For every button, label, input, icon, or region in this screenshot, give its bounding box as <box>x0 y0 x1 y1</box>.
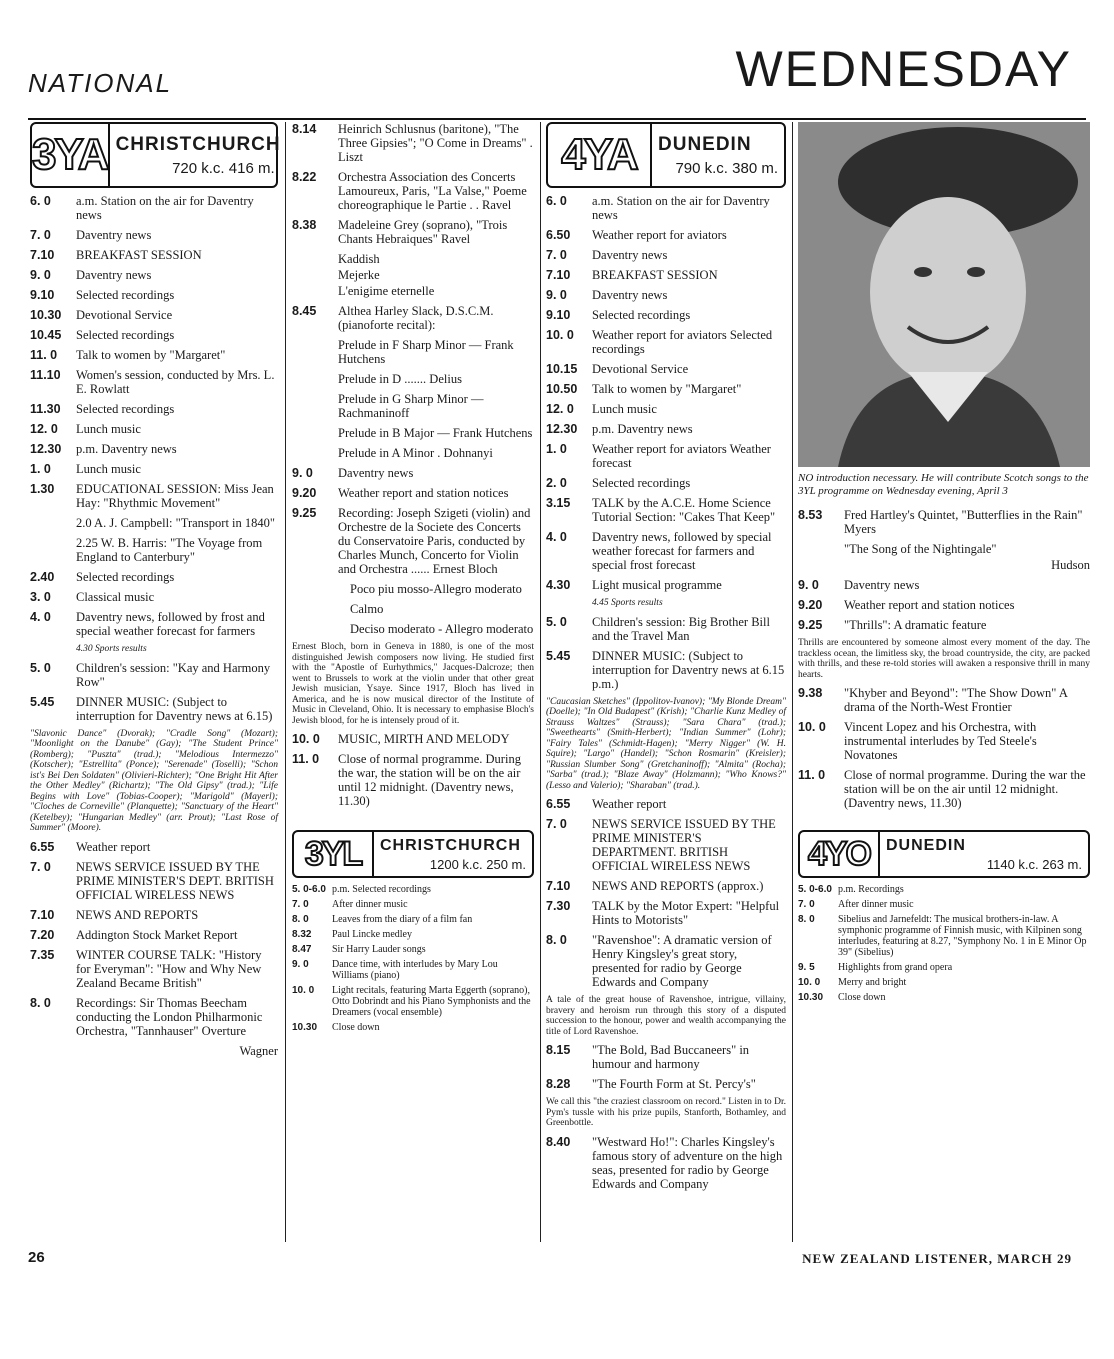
item-time: 9. 0 <box>292 466 313 480</box>
song-title: "The Song of the Nightingale" <box>844 542 997 556</box>
programme-item <box>30 462 278 476</box>
programme-item <box>546 194 786 222</box>
item-desc: Weather report for aviators Weather forecast <box>592 442 771 470</box>
percy-note: We call this "the craziest classroom on record." Listen in to Dr. Pym's tussle with his prize pupils, Stanforth, Bothamley, and Greenbottle. <box>546 1097 786 1128</box>
item-time: 11. 0 <box>292 752 320 766</box>
item-time: 7.30 <box>546 899 571 913</box>
programme-item <box>30 590 278 604</box>
programme-item <box>292 985 534 1018</box>
programme-item <box>546 530 786 572</box>
programme-item <box>30 661 278 689</box>
programme-item <box>292 304 534 332</box>
item-time: 12.30 <box>546 422 578 436</box>
item-time: 9.10 <box>30 288 55 302</box>
movement: Calmo <box>350 602 384 616</box>
item-time: 10.15 <box>546 362 578 376</box>
item-time: 10.45 <box>30 328 62 342</box>
item-desc: Weather report and station notices <box>844 598 1015 612</box>
item-desc: Selected recordings <box>76 402 175 416</box>
item-time: 7. 0 <box>798 899 815 910</box>
ravenshoe-note: A tale of the great house of Ravenshoe, intrigue, villainy, bravery and heroism run through this story of a disputed succession to the honour, power and wealth accompanying the title of Lord Ravenshoe. <box>546 995 786 1037</box>
column-divider <box>285 122 286 1242</box>
prelude: Prelude in F Sharp Minor — Frank Hutchens <box>338 338 514 366</box>
item-time: 8.15 <box>546 1043 571 1057</box>
item-desc: NEWS SERVICE ISSUED BY THE PRIME MINISTER'S DEPT. BRITISH OFFICIAL WIRELESS NEWS <box>76 859 274 902</box>
item-time: 9.25 <box>798 618 823 632</box>
item-desc: Daventry news, followed by special weather forecast for farmers and special frost forecast <box>592 530 772 572</box>
item-time: 12.30 <box>30 442 62 456</box>
programme-item <box>30 328 278 342</box>
station-logo-4ya <box>546 122 786 188</box>
item-desc: Sibelius and Jarnefeldt: The musical brothers-in-law. A symphonic programme of Finnish music, with Kilpinen song interludes, featuring at 8.27, "Symphony No. 1 in E Minor Op 39" (Sibelius) <box>838 914 1087 958</box>
programme-item <box>30 268 278 282</box>
item-time: 8.38 <box>292 218 317 232</box>
station-city: DUNEDIN <box>886 836 966 854</box>
item-desc: Althea Harley Slack, D.S.C.M. (pianoforte recital): <box>338 304 494 332</box>
item-time: 8.32 <box>292 929 312 940</box>
item-desc: After dinner music <box>332 899 408 910</box>
item-time: 10. 0 <box>798 720 826 734</box>
programme-item <box>546 578 786 592</box>
item-desc: Daventry news <box>338 466 414 480</box>
item-desc: Lunch music <box>592 402 657 416</box>
programme-item <box>546 899 786 927</box>
item-time: 5. 0 <box>546 614 567 629</box>
column-4ya <box>546 122 786 1197</box>
programme-item <box>292 1022 534 1033</box>
top-rule <box>28 118 1086 120</box>
item-time: 8. 0 <box>546 933 567 947</box>
bloch-note: Ernest Bloch, born in Geneva in 1880, is one of the most distinguished Jewish composers now living. He studied first with the "Apostle of Eurhythmics," Jacques-Dalcroze; then went to Brussels to work at the violin under that other great Jewish musician, Ysaye. Since 1917, Bloch has lived in America, and he is now musical director of the Institute of Music in Cleveland, Ohio. It is necessary to emphasise Bloch's Jewish blood, for he is intensely proud of it. <box>292 642 534 726</box>
programme-item <box>292 884 534 895</box>
item-desc: p.m. Daventry news <box>592 422 693 436</box>
item-desc: Children's session: "Kay and Harmony Row" <box>76 660 271 689</box>
programme-item <box>292 466 534 480</box>
station-city: CHRISTCHURCH <box>115 133 281 155</box>
item-time: 3.15 <box>546 496 571 510</box>
programme-item <box>546 442 786 470</box>
programme-item <box>546 288 786 302</box>
prelude: Prelude in G Sharp Minor — Rachmaninoff <box>338 392 484 420</box>
item-desc: Lunch music <box>76 422 141 436</box>
item-desc: Close down <box>332 1022 380 1033</box>
item-time: 7. 0 <box>30 859 51 874</box>
prelude: Prelude in B Major — Frank Hutchens <box>338 426 533 440</box>
programme-item <box>546 797 786 811</box>
programme-item <box>30 442 278 456</box>
programme-item <box>798 884 1090 895</box>
column-divider <box>540 122 541 1242</box>
item-desc: "The Bold, Bad Buccaneers" in humour and harmony <box>592 1043 750 1071</box>
programme-item <box>798 686 1090 714</box>
item-desc: Talk to women by "Margaret" <box>592 382 742 396</box>
item-desc: WINTER COURSE TALK: "History for Everyman": "How and Why New Zealand Became British" <box>76 947 262 990</box>
programme-item <box>30 248 278 262</box>
publication-footer: NEW ZEALAND LISTENER, MARCH 29 <box>802 1251 1072 1266</box>
programme-item <box>292 959 534 981</box>
item-desc: Selected recordings <box>76 570 175 584</box>
programme-item <box>30 228 278 242</box>
item-desc: Sir Harry Lauder songs <box>332 944 426 955</box>
programme-item <box>546 476 786 490</box>
item-desc: TALK by the A.C.E. Home Science Tutorial Section: "Cakes That Keep" <box>592 496 776 524</box>
item-time: 9. 0 <box>798 578 819 592</box>
item-time: 8.28 <box>546 1077 571 1091</box>
item-desc: Selected recordings <box>76 328 175 342</box>
station-call: 4YA <box>548 124 652 186</box>
item-desc: p.m. Selected recordings <box>332 884 431 895</box>
programme-item <box>292 899 534 910</box>
item-desc: Daventry news <box>844 578 920 592</box>
programme-item <box>30 368 278 396</box>
programme-item <box>546 649 786 691</box>
item-desc: Fred Hartley's Quintet, "Butterflies in the Rain" Myers <box>844 508 1083 536</box>
item-time: 7.10 <box>546 268 571 282</box>
programme-item <box>546 308 786 322</box>
item-time: 10. 0 <box>292 985 315 996</box>
item-desc: After dinner music <box>838 899 914 910</box>
item-time: 10.30 <box>798 992 824 1003</box>
song: Mejerke <box>338 268 380 282</box>
item-desc: Light musical programme <box>592 578 722 592</box>
programme-item <box>798 578 1090 592</box>
item-desc: Paul Lincke medley <box>332 929 412 940</box>
programme-item <box>30 348 278 362</box>
item-time: 9.38 <box>798 686 823 700</box>
station-call: 4YO <box>800 832 880 876</box>
item-desc: a.m. Station on the air for Daventry news <box>76 194 254 222</box>
item-time: 10.30 <box>292 1022 318 1033</box>
item-time: 10.30 <box>30 308 62 322</box>
programme-item <box>30 402 278 416</box>
item-time: 11.10 <box>30 368 61 382</box>
prelude: Prelude in A Minor . Dohnanyi <box>338 446 493 460</box>
item-desc: Dance time, with interludes by Mary Lou Williams (piano) <box>332 959 498 981</box>
item-time: 1.30 <box>30 482 55 496</box>
programme-item <box>30 840 278 854</box>
programme-item <box>798 598 1090 612</box>
edu-sub: 2.25 W. B. Harris: "The Voyage from England to Canterbury" <box>76 536 263 564</box>
item-time: 5. 0 <box>30 660 51 675</box>
item-time: 7. 0 <box>292 899 309 910</box>
item-time: 8.22 <box>292 170 317 184</box>
item-desc: Weather report and station notices <box>338 486 509 500</box>
dinner-music-note: "Slavonic Dance" (Dvorak); "Cradle Song" (Mozart); "Moonlight on the Danube" (Gay); "The Student Prince" (Romberg); "Puszta" (trad.); "Melodious Intermezzo" (Kotscher); "Estrellita" (Ponce); "Serenade" (Toselli); "Schon ist's Bei Den Soldaten" (Olivieri-Richter); "One Bright Hit After the Other Medley" (Richartz); "The Old Gipsy" (trad.); "Life Begins with Love" (Tobias-Cooper); "Marigold" (Mayerl); "Cloches de Corneville" (Planquette); "Sanctuary of the Heart" (Ketelbey); "Hungarian Medley" (arr. Prout); "Last Rose of Summer" (Moore). <box>30 728 278 833</box>
item-desc: Weather report for aviators Selected recordings <box>592 328 773 356</box>
programme-item <box>546 817 786 873</box>
programme-item <box>798 899 1090 910</box>
station-freq: 720 k.c. 416 m. <box>172 159 275 177</box>
item-time: 5. 0-6.0 <box>798 884 832 895</box>
item-time: 8.14 <box>292 122 317 136</box>
item-time: 8.45 <box>292 304 317 318</box>
item-desc: "Ravenshoe": A dramatic version of Henry Kingsley's great story, presented for radio by George Edwards and Company <box>592 933 772 989</box>
programme-item <box>546 248 786 262</box>
edu-sub: 2.0 A. J. Campbell: "Transport in 1840" <box>76 516 275 530</box>
programme-item <box>546 362 786 376</box>
programme-item <box>30 860 278 902</box>
item-time: 4.30 <box>546 578 571 592</box>
item-time: 9.10 <box>546 308 571 322</box>
item-time: 10. 0 <box>292 732 320 746</box>
programme-item <box>546 933 786 989</box>
programme-item <box>546 879 786 893</box>
column-4ya-cont <box>798 122 1090 1007</box>
programme-item <box>30 422 278 436</box>
item-desc: EDUCATIONAL SESSION: Miss Jean Hay: "Rhythmic Movement" <box>76 482 274 510</box>
item-desc: NEWS AND REPORTS (approx.) <box>592 879 764 893</box>
programme-item <box>30 948 278 990</box>
station-logo-4yo <box>798 830 1090 878</box>
programme-item <box>30 908 278 922</box>
item-desc: Selected recordings <box>592 476 691 490</box>
header-national: NATIONAL <box>28 68 173 98</box>
station-call: 3YL <box>294 832 374 876</box>
item-time: 11.30 <box>30 402 61 416</box>
item-desc: Light recitals, featuring Marta Eggerth (soprano), Otto Dobrindt and his Piano Symphonists and the Dreamers (vocal ensemble) <box>332 985 531 1018</box>
item-time: 9.20 <box>292 486 317 500</box>
programme-item <box>798 768 1090 810</box>
item-time: 6.55 <box>30 839 55 854</box>
item-desc: MUSIC, MIRTH AND MELODY <box>338 732 510 746</box>
item-desc: Daventry news <box>76 228 152 242</box>
item-desc: Classical music <box>76 590 155 604</box>
item-time: 10. 0 <box>546 328 574 342</box>
item-desc: "The Fourth Form at St. Percy's" <box>592 1077 756 1091</box>
item-desc: Recording: Joseph Szigeti (violin) and Orchestre de la Societe des Concerts du Conservatoire Paris, conducted by Charles Munch, Concerto for Violin and Orchestra ...... Ernest Bloch <box>338 506 531 576</box>
station-freq: 1140 k.c. 263 m. <box>986 856 1082 872</box>
item-desc: Devotional Service <box>76 308 173 322</box>
item-time: 8.47 <box>292 944 312 955</box>
page-number: 26 <box>28 1249 45 1266</box>
item-desc: BREAKFAST SESSION <box>76 248 202 262</box>
item-desc: Daventry news <box>592 248 668 262</box>
item-desc: Merry and bright <box>838 977 907 988</box>
item-time: 12. 0 <box>546 402 574 416</box>
thrills-note: Thrills are encountered by someone almost every moment of the day. The trackless ocean, the limitless sky, the broad countryside, the city, are packed with thrills, and these re-told stories will awaken a responsive thrill in many hearts. <box>798 638 1090 680</box>
item-desc: Weather report <box>76 839 151 854</box>
movement: Deciso moderato - Allegro moderato <box>350 622 534 636</box>
item-time: 10.50 <box>546 382 578 396</box>
station-call: 3YA <box>32 124 110 186</box>
item-time: 7.10 <box>30 907 55 922</box>
item-desc: DINNER MUSIC: (Subject to interruption for Daventry news at 6.15) <box>76 694 273 723</box>
programme-item <box>292 486 534 500</box>
programme-item <box>292 122 534 164</box>
programme-item <box>30 194 278 222</box>
item-desc: Highlights from grand opera <box>838 962 953 973</box>
item-desc: NEWS SERVICE ISSUED BY THE PRIME MINISTER'S DEPARTMENT. BRITISH OFFICIAL WIRELESS NEWS <box>592 817 776 873</box>
item-desc: Weather report <box>592 797 667 811</box>
item-time: 8.40 <box>546 1134 571 1149</box>
item-desc: Leaves from the diary of a film fan <box>332 914 473 925</box>
item-time: 11. 0 <box>798 768 826 782</box>
item-time: 5. 0-6.0 <box>292 884 326 895</box>
item-desc: Talk to women by "Margaret" <box>76 348 226 362</box>
item-time: 1. 0 <box>546 442 567 456</box>
prelude: Prelude in D ....... Delius <box>338 372 462 386</box>
programme-item <box>546 268 786 282</box>
item-time: 8. 0 <box>798 914 815 925</box>
item-desc: NEWS AND REPORTS <box>76 907 199 922</box>
item-desc: Devotional Service <box>592 362 689 376</box>
item-desc: Close down <box>838 992 886 1003</box>
programme-item <box>30 288 278 302</box>
photo-caption: NO introduction necessary. He will contribute Scotch songs to the 3YL programme on Wednesday evening, April 3 <box>798 472 1089 497</box>
programme-item <box>30 570 278 584</box>
column-3ya <box>30 122 281 1064</box>
programme-item <box>292 506 534 576</box>
programme-item <box>292 752 534 808</box>
programme-item <box>292 914 534 925</box>
item-time: 12. 0 <box>30 422 58 436</box>
item-time: 9. 5 <box>798 962 815 973</box>
programme-item <box>798 977 1090 988</box>
programme-item <box>546 496 786 524</box>
item-desc: Weather report for aviators <box>592 228 727 242</box>
item-time: 6. 0 <box>546 194 567 208</box>
item-desc: BREAKFAST SESSION <box>592 268 718 282</box>
programme-item <box>30 996 278 1038</box>
column-3ya-evening <box>292 122 534 1037</box>
item-time: 9. 0 <box>30 268 51 282</box>
programme-item <box>30 610 278 638</box>
programme-item <box>546 615 786 643</box>
item-desc: Selected recordings <box>76 288 175 302</box>
item-time: 11. 0 <box>30 348 58 362</box>
item-desc: p.m. Daventry news <box>76 442 177 456</box>
item-desc: "Westward Ho!": Charles Kingsley's famous story of adventure on the high seas, presented for radio by George Edwards and Company <box>592 1134 783 1191</box>
programme-item <box>292 929 534 940</box>
item-desc: TALK by the Motor Expert: "Helpful Hints to Motorists" <box>592 899 780 927</box>
item-desc: Heinrich Schlusnus (baritone), "The Three Gipsies"; "O Come in Dreams" . Liszt <box>338 122 533 164</box>
item-time: 6.50 <box>546 228 571 242</box>
item-time: 8.53 <box>798 508 823 522</box>
composer: Wagner <box>239 1043 278 1058</box>
item-desc: Selected recordings <box>592 308 691 322</box>
programme-item <box>30 695 278 723</box>
item-desc: Daventry news, followed by frost and special weather forecast for farmers <box>76 610 265 638</box>
item-time: 7.20 <box>30 927 55 942</box>
item-desc: Women's session, conducted by Mrs. L. E. Rowlatt <box>76 368 275 396</box>
item-desc: Vincent Lopez and his Orchestra, with instrumental interludes by Ted Steele's Novatones <box>844 720 1037 762</box>
station-logo-3ya <box>30 122 281 188</box>
item-time: 2.40 <box>30 570 55 584</box>
item-desc: Daventry news <box>76 268 152 282</box>
portrait-photo <box>798 122 1090 467</box>
song: Kaddish <box>338 252 380 266</box>
item-time: 5.45 <box>546 648 571 663</box>
item-time: 7. 0 <box>30 228 51 242</box>
item-desc: p.m. Recordings <box>838 884 904 895</box>
song: L'enigime eternelle <box>338 284 435 298</box>
item-time: 4. 0 <box>30 610 51 624</box>
programme-item <box>546 328 786 356</box>
item-time: 6. 0 <box>30 194 51 208</box>
movement: Poco piu mosso-Allegro moderato <box>350 582 522 596</box>
programme-item <box>30 928 278 942</box>
programme-item <box>546 1043 786 1071</box>
programme-item <box>546 228 786 242</box>
item-desc: Daventry news <box>592 288 668 302</box>
programme-item <box>798 618 1090 632</box>
station-city: DUNEDIN <box>658 133 752 155</box>
item-time: 9. 0 <box>292 959 309 970</box>
programme-item <box>798 720 1090 762</box>
column-divider <box>792 122 793 1242</box>
station-freq: 1200 k.c. 250 m. <box>429 856 526 872</box>
item-desc: DINNER MUSIC: (Subject to interruption for Daventry news at 6.15 p.m.) <box>592 648 785 691</box>
programme-item <box>546 422 786 436</box>
programme-item <box>798 508 1090 536</box>
programme-item <box>292 170 534 212</box>
item-time: 7.10 <box>546 879 571 893</box>
item-desc: Recordings: Sir Thomas Beecham conducting the London Philharmonic Orchestra, "Tannhauser" Overture <box>76 995 263 1038</box>
item-time: 7.10 <box>30 248 55 262</box>
item-time: 1. 0 <box>30 462 51 476</box>
item-desc: "Thrills": A dramatic feature <box>844 618 987 632</box>
programme-item <box>798 962 1090 973</box>
item-desc: Addington Stock Market Report <box>76 927 238 942</box>
item-time: 7.35 <box>30 947 55 962</box>
programme-item <box>292 218 534 246</box>
header-day: WEDNESDAY <box>735 41 1072 97</box>
programme-item <box>292 944 534 955</box>
programme-item <box>546 402 786 416</box>
station-city: CHRISTCHURCH <box>380 836 521 854</box>
item-time: 9. 0 <box>546 288 567 302</box>
item-time: 8. 0 <box>292 914 309 925</box>
item-time: 6.55 <box>546 797 571 811</box>
composer: Hudson <box>1051 558 1090 572</box>
item-time: 9.25 <box>292 506 317 520</box>
item-time: 10. 0 <box>798 977 821 988</box>
item-time: 7. 0 <box>546 248 567 262</box>
item-desc: "Khyber and Beyond": "The Show Down" A drama of the North-West Frontier <box>844 686 1068 714</box>
item-time: 7. 0 <box>546 817 567 831</box>
item-desc: Children's session: Big Brother Bill and the Travel Man <box>592 614 770 643</box>
programme-item <box>292 732 534 746</box>
sports-results: 4.45 Sports results <box>592 598 663 608</box>
programme-item <box>30 482 278 510</box>
programme-item <box>546 1077 786 1091</box>
sports-results: 4.30 Sports results <box>76 644 147 654</box>
programme-item <box>30 308 278 322</box>
item-desc: Close of normal programme. During the war the station will be on the air until 12 midnight. (Daventry news, 11.30) <box>844 768 1086 810</box>
station-logo-3yl <box>292 830 534 878</box>
item-desc: Close of normal programme. During the war, the station will be on the air until 12 midnight. (Daventry news, 11.30) <box>338 752 521 808</box>
programme-item <box>546 382 786 396</box>
item-desc: Lunch music <box>76 462 141 476</box>
item-time: 5.45 <box>30 694 55 709</box>
item-desc: a.m. Station on the air for Daventry news <box>592 194 770 222</box>
item-desc: Madeleine Grey (soprano), "Trois Chants Hebraiques" Ravel <box>338 218 508 246</box>
dinner-music-note: "Caucasian Sketches" (Ippolitov-Ivanov); "My Blonde Dream" (Doelle); "In Old Budapest" (Krish); "Charlie Kunz Medley of Strauss Waltzes" (Strauss); "Sara Chara" (trad.); "Sweethearts" (Smith-Herbert); "Indian Summer" (Lohr); "Fairy Tales" (Schmidt-Hagen); "Merry Nigger" (W. H. Squire); "Largo" (Handel); "Schon Rosmarin" (Kreisler); "Russian Slumber Song" (Gretchaninoff); "Almita" (Rocha); "Sarba" (trad.); "Blaze Away" (Holzmann); "Who Knows?" (Lesso and Valerio); "Sharaban" (trad.). <box>546 696 786 791</box>
programme-item <box>798 914 1090 958</box>
programme-item <box>546 1135 786 1191</box>
item-time: 9.20 <box>798 598 823 612</box>
item-desc: Orchestra Association des Concerts Lamoureux, Paris, "La Valse," Poeme choreographique le Partie . . Ravel <box>338 170 527 212</box>
item-time: 3. 0 <box>30 590 51 604</box>
programme-item <box>798 992 1090 1003</box>
item-time: 2. 0 <box>546 476 567 490</box>
item-time: 8. 0 <box>30 995 51 1010</box>
item-time: 4. 0 <box>546 530 567 544</box>
station-freq: 790 k.c. 380 m. <box>675 159 778 177</box>
